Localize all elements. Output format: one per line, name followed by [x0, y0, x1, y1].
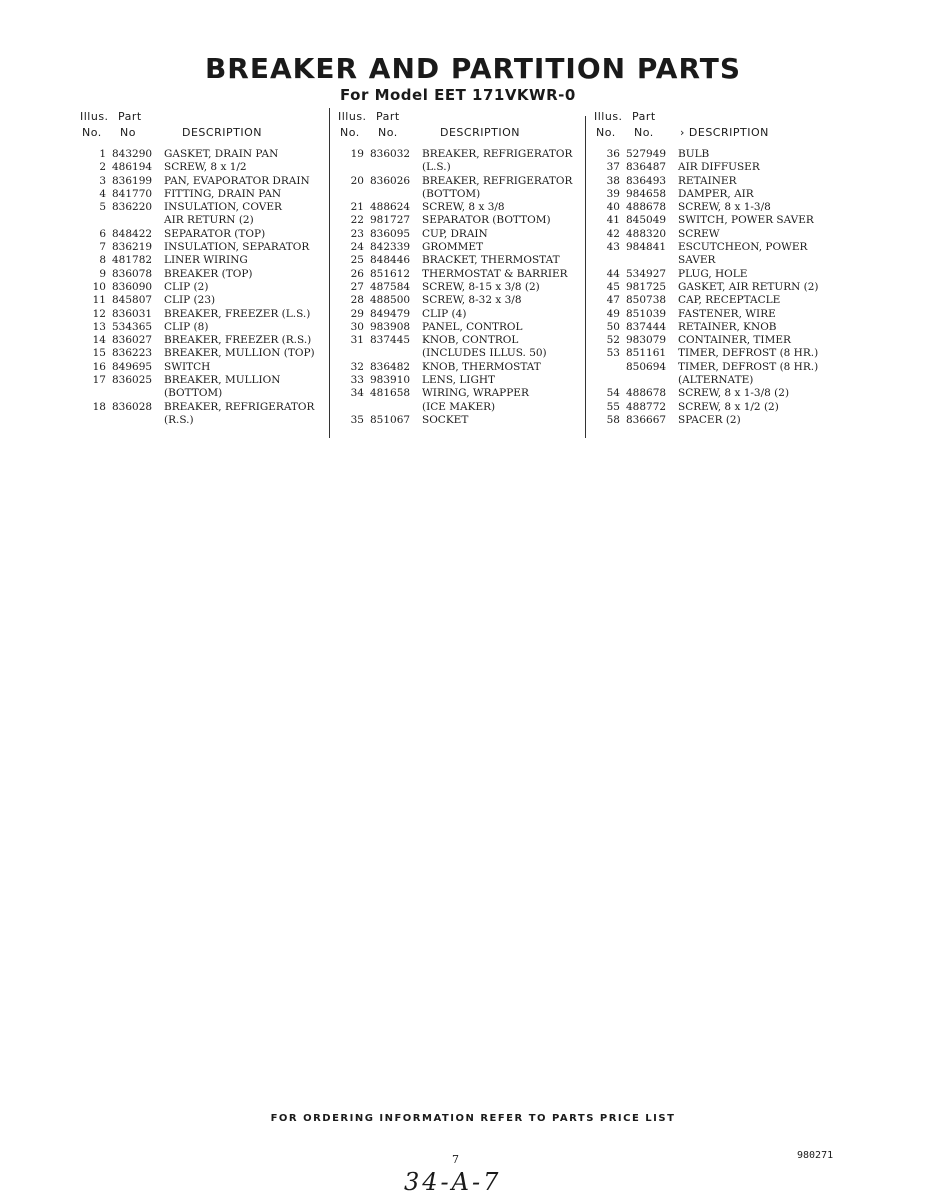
illus-number: 14 — [92, 334, 106, 347]
table-row — [338, 188, 572, 201]
illus-number: 8 — [99, 254, 106, 267]
table-row — [80, 361, 315, 374]
table-row — [80, 347, 315, 360]
table-row — [80, 161, 315, 174]
part-number: 836095 — [370, 227, 411, 240]
table-row — [594, 241, 819, 254]
illus-number: 4 — [99, 187, 106, 200]
table-row — [80, 228, 315, 241]
illus-number: 36 — [606, 148, 620, 160]
part-description: (ICE MAKER) — [422, 400, 496, 413]
part-description: SEPARATOR (BOTTOM) — [422, 214, 551, 227]
illus-number: 30 — [350, 320, 364, 333]
table-row — [338, 334, 572, 347]
illus-no-header: No. — [340, 126, 360, 139]
part-number: 837444 — [626, 320, 667, 333]
part-description: SCREW, 8 x 1/2 (2) — [678, 400, 779, 413]
illus-number: 22 — [350, 214, 364, 227]
table-row — [80, 387, 315, 400]
part-description: KNOB, THERMOSTAT — [422, 360, 541, 373]
table-row — [594, 161, 819, 174]
table-row — [80, 241, 315, 254]
illus-number: 29 — [350, 307, 364, 320]
part-no-header: No. — [634, 126, 654, 139]
illus-number: 50 — [606, 320, 620, 333]
illus-number: 23 — [350, 227, 364, 240]
part-number: 843290 — [112, 148, 153, 160]
table-row — [338, 294, 572, 307]
part-description: SPACER (2) — [678, 413, 741, 426]
part-description: PANEL, CONTROL — [422, 320, 523, 333]
illus-number: 40 — [606, 201, 620, 214]
description-header: › DESCRIPTION — [680, 126, 769, 139]
table-row — [338, 228, 572, 241]
table-row — [338, 347, 572, 360]
part-description: SCREW, 8 x 1-3/8 (2) — [678, 387, 790, 400]
table-row — [594, 414, 819, 427]
part-number: 836090 — [112, 280, 153, 293]
part-number: 481658 — [370, 387, 411, 400]
table-row — [594, 281, 819, 294]
table-row — [338, 374, 572, 387]
illus-number: 33 — [350, 374, 364, 387]
illus-number: 19 — [350, 148, 364, 160]
part-number — [626, 374, 674, 387]
part-description: SAVER — [678, 254, 716, 267]
part-number: 849695 — [112, 360, 153, 373]
part-description: (BOTTOM) — [422, 187, 481, 200]
table-row — [594, 214, 819, 227]
part-description: AIR RETURN (2) — [164, 214, 254, 227]
part-number: 488678 — [626, 387, 667, 400]
illus-number: 55 — [606, 400, 620, 413]
table-row — [338, 321, 572, 334]
part-number: 848446 — [370, 254, 411, 267]
part-description: SOCKET — [422, 413, 469, 426]
table-row — [80, 254, 315, 267]
illus-header: Illus. — [338, 110, 367, 123]
part-description: LINER WIRING — [164, 254, 248, 267]
illus-number: 39 — [606, 187, 620, 200]
part-number: 836032 — [370, 148, 411, 160]
table-row — [594, 387, 819, 400]
part-number: 849479 — [370, 307, 411, 320]
illus-number: 5 — [99, 201, 106, 214]
part-number: 851067 — [370, 413, 411, 426]
part-number: 851039 — [626, 307, 667, 320]
illus-number: 9 — [99, 267, 106, 280]
part-description: BREAKER, FREEZER (R.S.) — [164, 334, 312, 347]
illus-number: 37 — [606, 161, 620, 174]
table-row — [338, 308, 572, 321]
illus-number: 20 — [350, 174, 364, 187]
table-row — [338, 148, 572, 161]
part-description: BULB — [678, 148, 710, 160]
illus-number: 52 — [606, 334, 620, 347]
part-number: 836667 — [626, 413, 667, 426]
table-row — [338, 281, 572, 294]
table-row — [338, 387, 572, 400]
illus-number — [80, 414, 112, 427]
part-description: (R.S.) — [164, 413, 194, 426]
illus-number: 27 — [350, 280, 364, 293]
table-row — [594, 374, 819, 387]
part-number: 487584 — [370, 280, 411, 293]
part-description: TIMER, DEFROST (8 HR.) — [678, 360, 819, 373]
part-number: 481782 — [112, 254, 153, 267]
parts-column-3 — [594, 108, 839, 427]
part-number: 488624 — [370, 201, 411, 214]
illus-number: 11 — [92, 294, 106, 307]
illus-number — [338, 347, 370, 360]
illus-number: 28 — [350, 294, 364, 307]
part-number: 488500 — [370, 294, 411, 307]
illus-number: 45 — [606, 280, 620, 293]
illus-number: 2 — [99, 161, 106, 174]
part-number: 850738 — [626, 294, 667, 307]
part-number — [370, 188, 418, 201]
part-description: BREAKER, REFRIGERATOR — [422, 148, 573, 160]
part-number — [626, 254, 674, 267]
part-description: BRACKET, THERMOSTAT — [422, 254, 560, 267]
part-description: SCREW — [678, 227, 720, 240]
table-row — [338, 361, 572, 374]
part-number: 841770 — [112, 187, 153, 200]
illus-number: 43 — [606, 241, 620, 254]
part-number: 534365 — [112, 320, 153, 333]
illus-number: 26 — [350, 267, 364, 280]
part-number: 836219 — [112, 241, 153, 254]
table-row — [338, 401, 572, 414]
part-number — [112, 387, 160, 400]
part-description: CUP, DRAIN — [422, 227, 488, 240]
illus-number: 7 — [99, 241, 106, 254]
table-row — [594, 188, 819, 201]
part-description: LENS, LIGHT — [422, 374, 495, 387]
part-number: 836078 — [112, 267, 153, 280]
illus-number: 1 — [99, 148, 106, 160]
part-number: 837445 — [370, 334, 411, 347]
part-number: 836199 — [112, 174, 153, 187]
part-description: AIR DIFFUSER — [678, 161, 760, 174]
part-number: 836031 — [112, 307, 153, 320]
part-number: 836482 — [370, 360, 411, 373]
part-header: Part — [632, 110, 656, 123]
table-row — [80, 188, 315, 201]
part-description: RETAINER, KNOB — [678, 320, 777, 333]
part-description: BREAKER, MULLION — [164, 374, 281, 387]
part-number: 848422 — [112, 227, 153, 240]
parts-table — [338, 148, 572, 427]
part-number — [112, 414, 160, 427]
model-subtitle: For Model EET 171VKWR-0 — [340, 86, 576, 104]
page-number: 7 — [452, 1153, 459, 1166]
table-row — [594, 268, 819, 281]
part-description: SCREW, 8-15 x 3/8 (2) — [422, 280, 540, 293]
part-description: CAP, RECEPTACLE — [678, 294, 781, 307]
part-description: DAMPER, AIR — [678, 187, 754, 200]
parts-column-2 — [338, 108, 586, 427]
part-description: RETAINER — [678, 174, 737, 187]
illus-number: 3 — [99, 174, 106, 187]
table-row — [80, 321, 315, 334]
part-header: Part — [118, 110, 142, 123]
part-description: (BOTTOM) — [164, 387, 223, 400]
part-number: 984658 — [626, 187, 667, 200]
part-number — [370, 347, 418, 360]
illus-number: 44 — [606, 267, 620, 280]
illus-no-header: No. — [82, 126, 102, 139]
illus-number: 32 — [350, 360, 364, 373]
part-number: 836026 — [370, 174, 411, 187]
column-header — [80, 108, 330, 148]
part-number: 486194 — [112, 161, 153, 174]
part-description: PLUG, HOLE — [678, 267, 748, 280]
parts-column-1 — [80, 108, 330, 427]
part-description: GASKET, AIR RETURN (2) — [678, 280, 819, 293]
table-row — [80, 268, 315, 281]
illus-number: 49 — [606, 307, 620, 320]
illus-number: 34 — [350, 387, 364, 400]
part-description: THERMOSTAT & BARRIER — [422, 267, 568, 280]
illus-header: Illus. — [80, 110, 109, 123]
table-row — [594, 201, 819, 214]
table-row — [80, 201, 315, 214]
table-row — [338, 241, 572, 254]
part-number: 845807 — [112, 294, 153, 307]
part-description: INSULATION, COVER — [164, 201, 282, 214]
table-row — [594, 347, 819, 360]
part-number: 850694 — [626, 360, 667, 373]
table-row — [338, 254, 572, 267]
table-row — [594, 294, 819, 307]
part-number: 845049 — [626, 214, 667, 227]
part-number: 836487 — [626, 161, 667, 174]
part-number: 981725 — [626, 280, 667, 293]
part-number: 984841 — [626, 241, 667, 254]
table-row — [80, 148, 315, 161]
table-row — [80, 175, 315, 188]
part-description: SEPARATOR (TOP) — [164, 227, 266, 240]
part-description: GROMMET — [422, 241, 484, 254]
part-number: 527949 — [626, 148, 667, 160]
description-header: DESCRIPTION — [182, 126, 262, 139]
illus-number: 15 — [92, 347, 106, 360]
part-number: 836028 — [112, 400, 153, 413]
column-header — [594, 108, 839, 148]
part-description: CONTAINER, TIMER — [678, 334, 791, 347]
part-description: SCREW, 8 x 1-3/8 — [678, 201, 771, 214]
table-row — [594, 254, 819, 267]
illus-header: Illus. — [594, 110, 623, 123]
part-description: BREAKER, FREEZER (L.S.) — [164, 307, 311, 320]
illus-no-header: No. — [596, 126, 616, 139]
part-description: SWITCH — [164, 360, 211, 373]
illus-number: 10 — [92, 280, 106, 293]
part-description: TIMER, DEFROST (8 HR.) — [678, 347, 819, 360]
table-row — [594, 361, 819, 374]
illus-number — [80, 214, 112, 227]
table-row — [594, 334, 819, 347]
illus-number: 6 — [99, 227, 106, 240]
part-description: (L.S.) — [422, 161, 451, 174]
part-number: 851612 — [370, 267, 411, 280]
table-row — [338, 414, 572, 427]
part-number: 836220 — [112, 201, 153, 214]
illus-number: 47 — [606, 294, 620, 307]
part-description: CLIP (2) — [164, 280, 209, 293]
illus-number — [338, 161, 370, 174]
part-description: BREAKER (TOP) — [164, 267, 253, 280]
part-number: 851161 — [626, 347, 667, 360]
table-row — [594, 228, 819, 241]
illus-number: 35 — [350, 413, 364, 426]
illus-number — [338, 188, 370, 201]
table-row — [80, 401, 315, 414]
part-number: 836027 — [112, 334, 153, 347]
table-row — [80, 414, 315, 427]
table-row — [80, 281, 315, 294]
table-row — [338, 175, 572, 188]
part-description: FITTING, DRAIN PAN — [164, 187, 282, 200]
part-description: CLIP (4) — [422, 307, 467, 320]
illus-number: 42 — [606, 227, 620, 240]
table-row — [80, 308, 315, 321]
table-row — [338, 268, 572, 281]
part-no-header: No. — [378, 126, 398, 139]
illus-number: 12 — [92, 307, 106, 320]
illus-number: 53 — [606, 347, 620, 360]
part-description: INSULATION, SEPARATOR — [164, 241, 310, 254]
part-description: WIRING, WRAPPER — [422, 387, 529, 400]
part-no-header: No — [120, 126, 136, 139]
illus-number: 25 — [350, 254, 364, 267]
handwritten-note: 34-A-7 — [404, 1168, 502, 1196]
part-description: (INCLUDES ILLUS. 50) — [422, 347, 547, 360]
part-number: 981727 — [370, 214, 411, 227]
illus-number: 13 — [92, 320, 106, 333]
part-number: 836025 — [112, 374, 153, 387]
table-row — [80, 214, 315, 227]
table-row — [338, 201, 572, 214]
page-title: BREAKER AND PARTITION PARTS — [204, 52, 742, 85]
table-row — [80, 334, 315, 347]
part-description: ESCUTCHEON, POWER — [678, 241, 808, 254]
part-description: SWITCH, POWER SAVER — [678, 214, 814, 227]
part-number: 488320 — [626, 227, 667, 240]
part-number — [370, 161, 418, 174]
part-description: CLIP (8) — [164, 320, 209, 333]
table-row — [594, 148, 819, 161]
part-number: 842339 — [370, 241, 411, 254]
part-number: 983908 — [370, 320, 411, 333]
part-description: CLIP (23) — [164, 294, 216, 307]
part-description: PAN, EVAPORATOR DRAIN — [164, 174, 310, 187]
illus-number: 31 — [350, 334, 364, 347]
table-row — [338, 161, 572, 174]
document-number: 980271 — [797, 1150, 834, 1161]
table-row — [594, 175, 819, 188]
part-description: GASKET, DRAIN PAN — [164, 148, 279, 160]
part-number: 488772 — [626, 400, 667, 413]
table-row — [594, 308, 819, 321]
table-row — [80, 294, 315, 307]
parts-table — [594, 148, 819, 427]
illus-number: 58 — [606, 413, 620, 426]
illus-number — [594, 361, 626, 374]
part-number — [112, 214, 160, 227]
description-header: DESCRIPTION — [440, 126, 520, 139]
part-description: SCREW, 8 x 1/2 — [164, 161, 247, 174]
illus-number — [594, 374, 626, 387]
column-header — [338, 108, 586, 148]
part-number: 534927 — [626, 267, 667, 280]
part-number: 836223 — [112, 347, 153, 360]
part-number — [370, 401, 418, 414]
part-number: 836493 — [626, 174, 667, 187]
part-description: SCREW, 8-32 x 3/8 — [422, 294, 522, 307]
part-description: BREAKER, REFRIGERATOR — [164, 400, 315, 413]
part-header: Part — [376, 110, 400, 123]
part-description: BREAKER, MULLION (TOP) — [164, 347, 315, 360]
illus-number: 41 — [606, 214, 620, 227]
part-number: 983910 — [370, 374, 411, 387]
illus-number — [80, 387, 112, 400]
ordering-footer: FOR ORDERING INFORMATION REFER TO PARTS PRICE LIST — [270, 1113, 676, 1124]
table-row — [594, 401, 819, 414]
table-row — [594, 321, 819, 334]
illus-number: 16 — [92, 360, 106, 373]
part-description: BREAKER, REFRIGERATOR — [422, 174, 573, 187]
illus-number: 24 — [350, 241, 364, 254]
illus-number: 18 — [92, 400, 106, 413]
illus-number — [594, 254, 626, 267]
part-description: (ALTERNATE) — [678, 374, 754, 387]
illus-number: 21 — [350, 201, 364, 214]
part-description: KNOB, CONTROL — [422, 334, 519, 347]
part-number: 488678 — [626, 201, 667, 214]
part-description: SCREW, 8 x 3/8 — [422, 201, 505, 214]
illus-number: 54 — [606, 387, 620, 400]
table-row — [338, 214, 572, 227]
illus-number — [338, 401, 370, 414]
part-description: FASTENER, WIRE — [678, 307, 776, 320]
illus-number: 17 — [92, 374, 106, 387]
part-number: 983079 — [626, 334, 667, 347]
illus-number: 38 — [606, 174, 620, 187]
parts-table — [80, 148, 315, 427]
table-row — [80, 374, 315, 387]
